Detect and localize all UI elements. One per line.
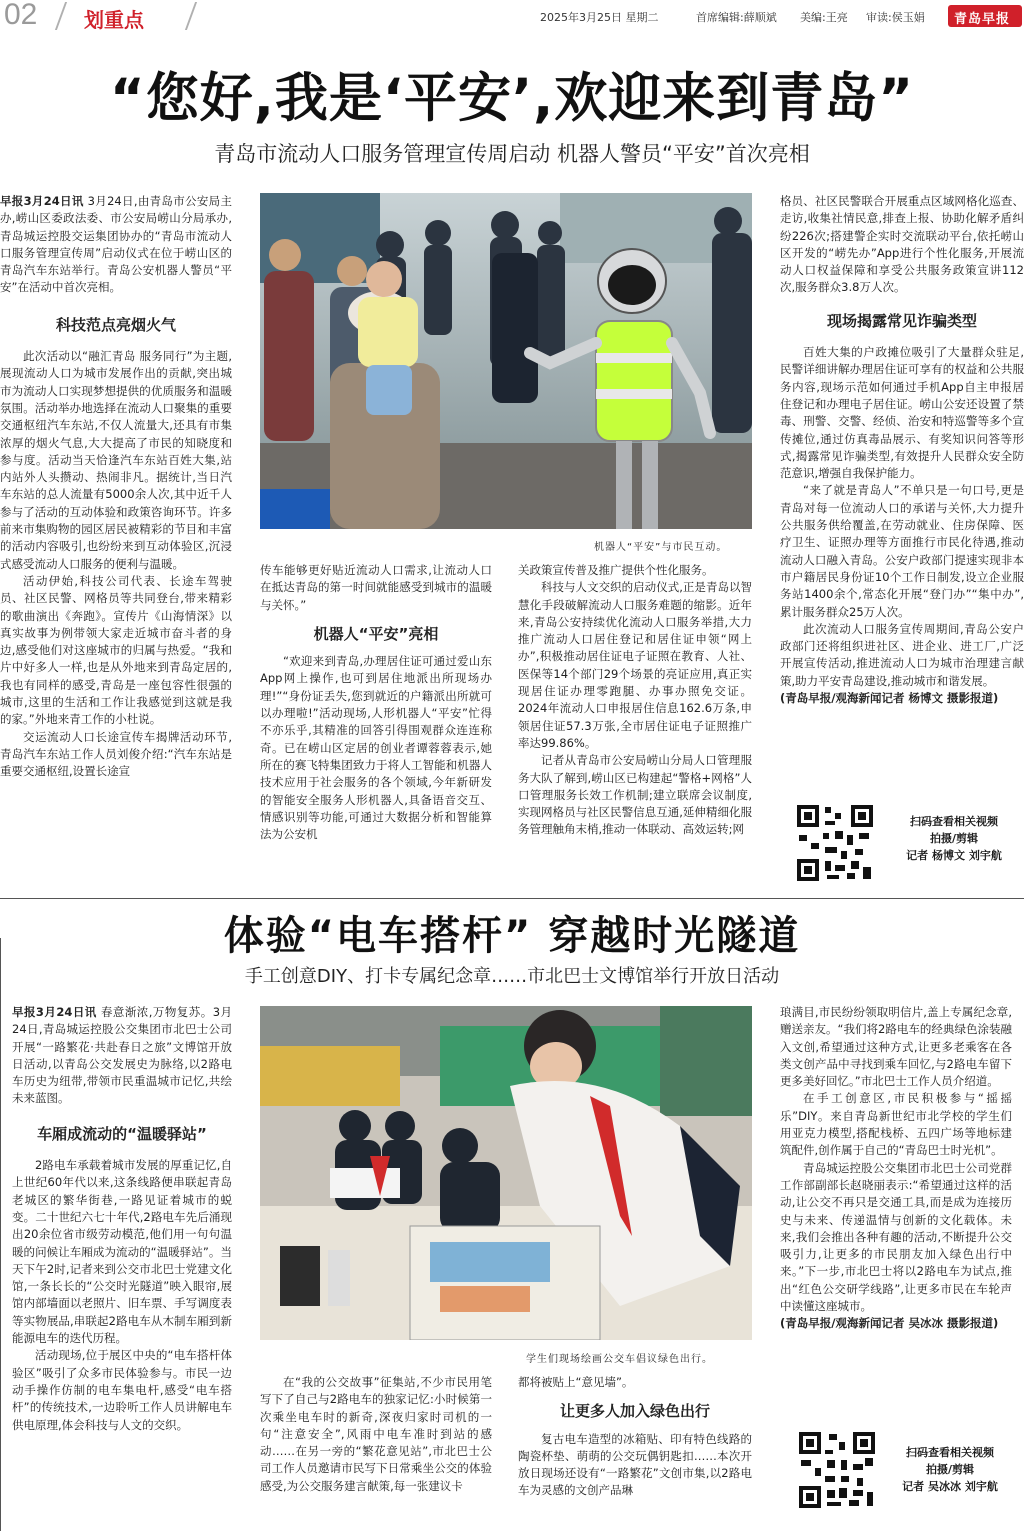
article2-qr-code[interactable] [797, 1430, 877, 1510]
article1-qr-code[interactable] [795, 803, 875, 883]
article2-lead-text: 春意渐浓,万物复苏。3月24日,青岛城运控股公交集团市北巴士公司开展“一路繁花·共赴春日之旅”文博馆开放日活动,以青岛公交发展史为脉络,以2路电车历史为纽带,带领市民重温城市记忆,共绘未来蓝图。 [12, 1005, 232, 1106]
article1-subhead-3: 现场揭露常见诈骗类型 [826, 311, 977, 330]
section-title: 划重点 [84, 8, 144, 32]
article1-col3-para-2: 记者从青岛市公安局崂山分局人口管理服务大队了解到,崂山区已构建起“警格+网格”人口管理服务长效工作机制;建立联席会议制度,实现网格员与社区民警信息互通,延伸精细化服务管理触角末梢,推动一体联动、高效运转;网 [518, 753, 752, 837]
robot-photo-caption: 机器人“平安”与市民互动。 [594, 542, 728, 553]
article1-column-2 [260, 562, 492, 884]
article1-col3-para-0: 关政策宣传普及推广提供个性化服务。 [518, 563, 714, 577]
article1-col3-para-1: 科技与人文交织的启动仪式,正是青岛以智慧化手段破解流动人口服务难题的缩影。近年来,青岛公安持续优化流动人口服务举措,大力推广流动人口居住登记和居住证申领“网上办”,积极推动居住证电子证照在教育、人社、医保等14个部门29个场景的亮证应用,真正实现居住证办理零跑腿、办事办照免交证。2024年流动人口申报居住信息162.6万条,申领居住证57.3万张,全市居住证电子证照推广率达99.86%。 [518, 580, 752, 750]
article1-column-4 [780, 193, 1024, 793]
article2-lead [12, 1004, 232, 1108]
robot-police-photo-illustration [260, 193, 752, 529]
header-slash-2 [185, 2, 197, 30]
article1-col1-para-3: 交运流动人口长途宣传车揭牌活动环节,青岛汽车东站工作人员刘俊介绍:“汽车东站是重要交通枢纽,设置长途宣 [0, 729, 232, 779]
students-painting-photo-illustration [260, 1006, 752, 1340]
article2-frame-left [0, 938, 1, 1531]
article2-col4-para-1: 在手工创意区,市民积极参与“摇摇乐”DIY。来自青岛新世纪市北学校的学生们用亚克力模型,搭配栈桥、五四广场等地标建筑配件,创作属于自己的“青岛巴士时光机”。 [780, 1091, 1012, 1158]
art-editor: 美编:王亮 [800, 11, 848, 24]
article1-lead [0, 193, 232, 297]
brand-logo [948, 5, 1022, 27]
article1-col2-para-1: “欢迎来到青岛,办理居住证可通过爱山东App网上操作,也可到居住地派出所现场办理!”“身份证丢失,您到就近的户籍派出所就可以办理啦!”活动现场,人形机器人“平安”忙得不亦乐乎,其精准的回答引得围观群众连连称奇。已在崂山区定居的创业者谭蓉蓉表示,她所在的赛飞特集团致力于将人工智能和机器人技术应用于社会服务的各个领域,今年新研发的智能安全服务人形机器人,具备语音交互、情感识别等功能,可通过大数据分析和智能算法为公安机 [260, 654, 492, 842]
article2-col3-para-0: 都将被贴上“意见墙”。 [518, 1375, 634, 1389]
brand-logo-text: 青岛早报 [954, 12, 1011, 27]
header-slash-1 [55, 2, 67, 30]
article1-column-3 [518, 562, 752, 884]
qr-code-icon [797, 1430, 877, 1510]
page-header [0, 0, 1024, 32]
article2-col2-para-1: 在“我的公交故事”征集站,不少市民用笔写下了自己与2路电车的独家记忆:小时候第一次乘坐电车时的新奇,深夜归家时司机的一句“注意安全”,风雨中电车准时到站的感动……在另一旁的“繁花意见站”,市北巴士公司工作人员邀请市民写下日常乘坐公交的体验感受,为公交服务建言献策,每一张建议卡 [260, 1375, 492, 1493]
chief-editor: 首席编辑:薛顺斌 [696, 11, 777, 24]
article2-byline: (青岛早报/观海新闻记者 吴冰冰 摄影报道) [780, 1316, 999, 1331]
article1-subhead-2: 机器人“平安”亮相 [313, 624, 439, 643]
article1-column-1 [0, 193, 232, 883]
article1-col4-para-1: 百姓大集的户政摊位吸引了大量群众驻足,民警详细讲解办理居住证可享有的权益和公共服务内容,现场示范如何通过手机App自主申报居住登记和办理电子居住证。崂山公安还设置了禁毒、刑警、交警、经侦、治安和特巡警等多个宣传摊位,通过仿真毒品展示、有奖知识问答等形式,揭露常见诈骗类型,有效提升人民群众安全防范意识,增强自我保护能力。 [780, 345, 1024, 481]
article1-col2-para-0: 传车能够更好贴近流动人口需求,让流动人口在抵达青岛的第一时间就能感受到城市的温暖与关怀。” [260, 563, 492, 612]
page-number: 02 [4, 0, 38, 31]
article2-column-4 [780, 1004, 1012, 1414]
article1-subhead-1: 科技范点亮烟火气 [55, 315, 176, 334]
robot-police-photo [260, 193, 752, 529]
article1-lead-label: 早报3月24日讯 [0, 194, 84, 208]
article2-lead-label: 早报3月24日讯 [12, 1005, 97, 1019]
article2-col4-para-2: 青岛城运控股公交集团市北巴士公司党群工作部副部长赵晓丽表示:“希望通过这样的活动,让公交不再只是交通工具,而是成为连接历史与未来、传递温情与创新的文化载体。未来,我们会推出各种有趣的活动,不断提升公交吸引力,让更多的市民朋友加入绿色出行中来。”下一步,市北巴士将以2路电车为试点,推出“红色公交研学线路”,让更多市民在车轮声中读懂这座城市。 [780, 1160, 1012, 1314]
article1-qr-line-3: 记者 杨博文 刘宇航 [906, 849, 1002, 862]
article2-qr-line-2: 拍摄/剪辑 [925, 1463, 975, 1476]
article1-headline: “您好,我是‘平安’,欢迎来到青岛” [109, 68, 915, 129]
article1-col1-para-2: 活动伊始,科技公司代表、长途车驾驶员、社区民警、网格员等共同登台,带来精彩的歌曲演出《奔跑》。宣传片《山海情深》以真实故事为例带领大家走近城市奋斗者的身边,感受他们对这座城市的归属与热爱。“我和片中好多人一样,也是从外地来到青岛定居的,我也有同样的感受,青岛是一座包容性很强的城市,这里的生活和工作让我感觉到这就是我的家。”外地来青工作的小杜说。 [0, 573, 232, 727]
article2-column-1 [12, 1004, 232, 1524]
article1-byline: (青岛早报/观海新闻记者 杨博文 摄影报道) [780, 691, 999, 706]
article2-qr-line-1: 扫码查看相关视频 [906, 1446, 994, 1459]
article1-deck: 青岛市流动人口服务管理宣传周启动 机器人警员“平安”首次亮相 [214, 142, 810, 166]
article1-col4-para-0: 格员、社区民警联合开展重点区域网格化巡查、走访,收集社情民意,排查上报、协助化解矛盾纠纷226次;搭建警企实时交流联动平台,依托崂山区开发的“崂先办”App进行个性化服务,开展流动人口权益保障和享受公共服务政策宣讲112次,服务群众3.8万人次。 [780, 194, 1024, 295]
article2-subhead-2: 让更多人加入绿色出行 [559, 1402, 710, 1421]
qr-code-icon [795, 803, 875, 883]
article2-col1-para-2: 活动现场,位于展区中央的“电车搭杆体验区”吸引了众多市民体验参与。市民一边动手操作仿制的电车集电杆,感受“电车搭杆”的传统技术,一边聆听工作人员讲解电车供电原理,体会科技与人文的交织。 [12, 1348, 232, 1432]
article2-column-2 [260, 1374, 492, 1522]
students-photo-caption: 学生们现场绘画公交车倡议绿色出行。 [526, 1354, 713, 1365]
article2-col3-para-1: 复古电车造型的冰箱贴、印有特色线路的陶瓷杯垫、萌萌的公交玩偶钥匙扣……本次开放日现场还设有“一路繁花”文创市集,以2路电车为灵感的文创产品琳 [518, 1431, 752, 1498]
article1-qr-caption [884, 813, 1024, 864]
article1-col4-para-3: 此次流动人口服务宣传周期间,青岛公安户政部门还将组织进社区、进企业、进工厂,广泛开展宣传活动,推进流动人口为城市治理建言献策,助力平安青岛建设,推动城市和谐发展。 [780, 621, 1024, 688]
article2-subhead-1: 车厢成流动的“温暖驿站” [37, 1124, 207, 1143]
article1-col1-para-1: 此次活动以“融汇青岛 服务同行”为主题,展现流动人口为城市发展作出的贡献,突出城市为流动人口实现梦想提供的优质服务和温暖氛围。活动举办地选择在流动人口聚集的重要交通枢纽汽车东站,不仅人流量大,还具有市集浓厚的烟火气息,大大提高了市民的知晓度和参与度。活动当天恰逢汽车东站百姓大集,站内站外人头攒动、热闹非凡。据统计,当日汽车东站的总人流量有5000余人次,其中近千人参与了活动的互动体验和政策咨询环节。许多前来市集购物的园区居民被精彩的节目和丰富的活动内容吸引,也纷纷来到互动体验区,沉浸式感受流动人口服务的便利与温暖。 [0, 349, 232, 571]
article2-headline: 体验“电车搭杆” 穿越时光隧道 [223, 913, 801, 959]
article2-qr-line-3: 记者 吴冰冰 刘宇航 [902, 1480, 998, 1493]
issue-date: 2025年3月25日 星期二 [540, 11, 659, 24]
proofreader: 审读:侯玉娟 [866, 11, 925, 24]
article1-col4-para-2: “来了就是青岛人”不单只是一句口号,更是青岛对每一位流动人口的承诺与关怀,大力提升公共服务供给覆盖,在劳动就业、住房保障、医疗卫生、证照办理等方面推行市民化待遇,推动流动人口融入青岛。公安户政部门提速实现非本市户籍居民身份证10个工作日制发,设立企业服务站1400余个,常态化开展“登门办”“集中办”,累计服务群众25万人次。 [780, 483, 1024, 619]
article1-lead-text: 3月24日,由青岛市公安局主办,崂山区委政法委、市公安局崂山分局承办,青岛城运控股交运集团协办的“青岛市流动人口服务管理宣传周”启动仪式在位于崂山区的青岛汽车东站举行。青岛公安机器人警员“平安”在活动中首次亮相。 [0, 194, 232, 295]
article2-column-3 [518, 1374, 752, 1524]
article2-col4-para-0: 琅满目,市民纷纷领取明信片,盖上专属纪念章,赠送亲友。“我们将2路电车的经典绿色涂装融入文创,希望通过这种方式,让更多老乘客在各类文创产品中寻找到乘车回忆,与2路电车留下更多美好回忆。”市北巴士工作人员介绍道。 [780, 1005, 1012, 1089]
article2-qr-caption [880, 1444, 1020, 1495]
article1-qr-line-1: 扫码查看相关视频 [910, 815, 998, 828]
students-painting-photo [260, 1006, 752, 1340]
article2-deck: 手工创意DIY、打卡专属纪念章……市北巴士文博馆举行开放日活动 [244, 966, 780, 987]
article2-col1-para-1: 2路电车承载着城市发展的厚重记忆,自上世纪60年代以来,这条线路便串联起青岛老城区的繁华街巷,一路见证着城市的蜕变。二十世纪六七十年代,2路电车先后涌现出20余位省市级劳动模范,他们用一句句温暖的问候让车厢成为流动的“温暖驿站”。当天下午2时,记者来到公交市北巴士党建文化馆,一条长长的“公交时光隧道”映入眼帘,展馆内部墙面以老照片、旧车票、手写调度表等实物展品,串联起2路电车从木制车厢到新能源电车的迭代历程。 [12, 1158, 232, 1346]
article1-qr-line-2: 拍摄/剪辑 [929, 832, 979, 845]
